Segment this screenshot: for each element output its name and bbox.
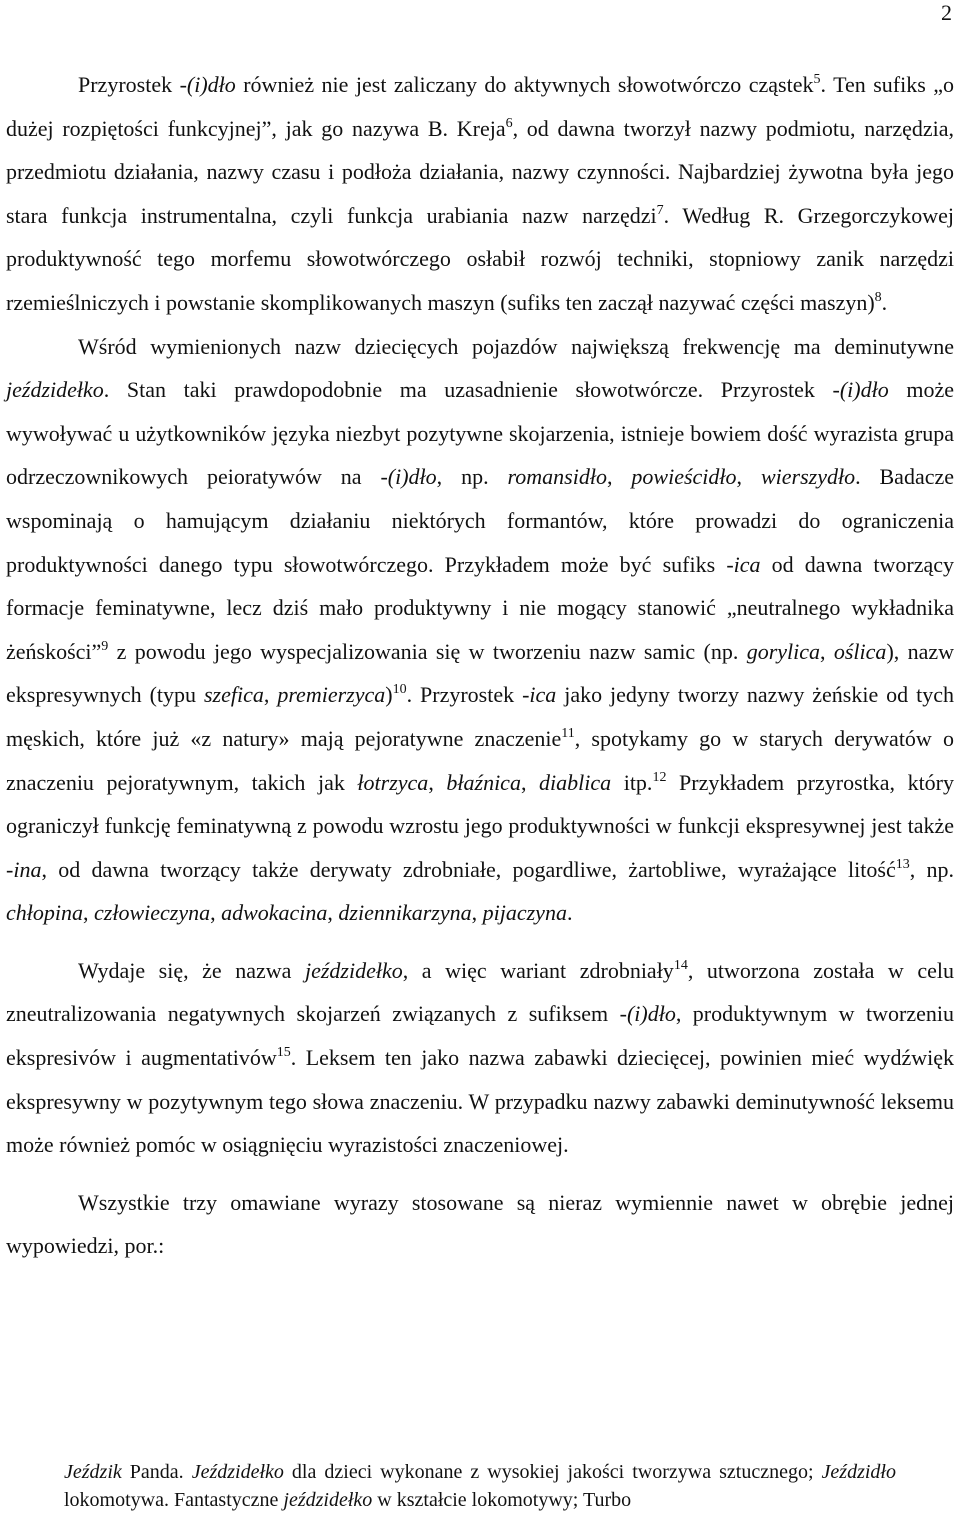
footnote-ref: 7 (656, 202, 664, 218)
italic-term: szefica (203, 682, 264, 708)
italic-term: chłopina (6, 900, 83, 926)
text-run: , (263, 682, 278, 708)
text-run: . Leksem ten jako nazwa zabawki dziecięcej, powinien mieć wydźwięk ekspresywny w pozytywnym tego słowa znaczeniu. W przypadku nazwy zabawki deminutywność leksemu może również pomóc w osiągnięciu wyrazistości znaczeniowej. (6, 1045, 954, 1158)
text-run: , (471, 900, 483, 926)
italic-term: -ica (522, 682, 557, 708)
text-run: , (327, 900, 339, 926)
page-number: 2 (941, 0, 952, 25)
text-run: . Ten sufiks „o dużej rozpiętości funkcyjnej”, jak go nazywa B. Kreja (6, 72, 954, 141)
text-run: Wydaje się, że nazwa (78, 957, 305, 983)
text-run: , (520, 769, 540, 795)
text-run: , a więc wariant zdrobniały (402, 957, 674, 983)
text-run: może wywoływać u użytkowników języka niezbyt pozytywne skojarzenia, istnieje bowiem dość wyrazista grupa odrzeczownikowych peioratywów na (6, 377, 954, 490)
text-run: od dawna tworzący formacje feminatywne, lecz dziś mało produktywny i nie mogący stanowić „neutralnego wykładnika żeńskości” (6, 551, 954, 664)
text-run: z powodu jego wyspecjalizowania się w tworzeniu nazw samic (np. (108, 638, 747, 664)
paragraph-1 (6, 63, 954, 325)
italic-term: Jeździdło (821, 1461, 896, 1483)
example-quote (64, 1458, 896, 1514)
text-run: , (736, 464, 761, 490)
italic-term: człowieczyna (94, 900, 211, 926)
footnote-ref: 6 (505, 115, 513, 131)
italic-term: -(i)dło (179, 72, 236, 97)
italic-term: jeździdełko (304, 957, 403, 983)
text-run: , (820, 638, 834, 664)
italic-term: gorylica (746, 638, 821, 664)
italic-term: jeździdełko (283, 1489, 373, 1511)
text-run: Przykładem przyrostka, który ograniczył funkcję feminatywną z powodu wzrostu jego produktywności w funkcji ekspresywnej jest także (6, 769, 955, 839)
text-run: . Według R. Grzegorczykowej produktywność tego morfemu słowotwórczego osłabił rozwój techniki, stopniowy zanik narzędzi rzemieślniczych i powstanie skomplikowanych maszyn (sufiks ten zaczął nazywać części maszyn) (6, 202, 954, 315)
footnote-ref: 9 (101, 638, 109, 654)
italic-term: Jeździdełko (191, 1461, 284, 1483)
text-run: ), nazw ekspresywnych (typu (6, 638, 955, 708)
text-run: , spotykamy go w starych derywatów o znaczeniu pejoratywnym, takich jak (6, 725, 954, 795)
text-run: ) (385, 682, 393, 708)
paragraph-2 (6, 325, 954, 935)
footnote-ref: 8 (874, 289, 882, 305)
footnote-ref: 14 (673, 957, 688, 973)
italic-term: powieścidło (631, 464, 737, 490)
text-run: , (428, 769, 447, 795)
text-run: , produktywnym w tworzeniu ekspresivów i augmentativów (6, 1001, 954, 1071)
italic-term: adwokacina (221, 900, 328, 926)
text-run: itp. (611, 769, 653, 795)
italic-term: jeździdełko (6, 377, 104, 403)
italic-term: -ina (6, 856, 42, 882)
italic-term: diablica (539, 769, 612, 795)
text-run: jako jedyny tworzy nazwy żeńskie od tych męskich, które już «z natury» mają pejoratywne znaczenie (6, 682, 954, 751)
text-run: Wśród wymienionych nazw dziecięcych pojazdów największą frekwencję ma deminutywne (78, 333, 954, 359)
italic-term: premierzyca (277, 682, 386, 708)
footnote-ref: 13 (895, 856, 910, 872)
italic-term: -(i)dło (380, 464, 437, 490)
italic-term: błaźnica (446, 769, 521, 795)
footnote-ref: 11 (561, 725, 575, 741)
text-run: dla dzieci wykonane z wysokiej jakości tworzywa sztucznego; (283, 1461, 822, 1483)
footnote-ref: 15 (276, 1045, 291, 1061)
text-run: , np. (436, 464, 508, 490)
italic-term: pijaczyna (482, 900, 567, 926)
italic-term: -ica (726, 551, 761, 577)
text-run: . (566, 900, 573, 926)
paragraph-3 (6, 949, 954, 1167)
text-run: , (210, 900, 222, 926)
italic-term: Jeździk (64, 1461, 122, 1483)
document-body (6, 63, 954, 1268)
text-run: , od dawna tworzył nazwy podmiotu, narzędzia, przedmiotu działania, nazwy czasu i podłoża działania, nazwy czynności. Najbardziej żywotna była jego stara funkcja instrumentalna, czyli funkcja urabiania nazw narzędzi (6, 115, 955, 228)
italic-term: łotrzyca (357, 769, 429, 795)
text-run: , utworzona została w celu zneutralizowania negatywnych skojarzeń związanych z sufiksem (6, 957, 955, 1027)
italic-term: wierszydło (760, 464, 856, 490)
text-run: Panda. (121, 1461, 192, 1483)
paragraph-4 (6, 1181, 954, 1268)
text-run: w kształcie lokomotywy; Turbo (372, 1489, 632, 1511)
text-run: , (606, 464, 632, 490)
italic-term: -(i)dło (832, 377, 889, 403)
text-run: , od dawna tworzący także derywaty zdrobniałe, pogardliwe, żartobliwe, wyrażające litość (41, 856, 896, 882)
italic-term: -(i)dło (619, 1001, 676, 1027)
text-run: również nie jest zaliczany do aktywnych słowotwórczo cząstek (235, 72, 814, 97)
footnote-ref: 12 (652, 769, 667, 785)
text-run: . Stan taki prawdopodobnie ma uzasadnienie słowotwórcze. Przyrostek (103, 377, 833, 403)
text-run: . Przyrostek (406, 682, 523, 708)
footnote-ref: 10 (392, 682, 407, 698)
text-run: Wszystkie trzy omawiane wyrazy stosowane są nieraz wymiennie nawet w obrębie jednej wypowiedzi, por.: (6, 1189, 954, 1259)
italic-term: dziennikarzyna (338, 900, 472, 926)
text-run: , (83, 900, 94, 926)
italic-term: romansidło (507, 464, 607, 490)
text-run: lokomotywa. Fantastyczne (64, 1489, 284, 1511)
footnote-ref: 5 (813, 72, 821, 87)
italic-term: oślica (833, 638, 887, 664)
text-run: Przyrostek (78, 72, 180, 97)
text-run: , np. (909, 856, 954, 882)
text-run: . (881, 289, 888, 315)
text-run: . Badacze wspominają o hamującym działaniu niektórych formantów, które prowadzi do ograniczenia produktywności danego typu słowotwórczego. Przykładem może być sufiks (6, 464, 955, 577)
